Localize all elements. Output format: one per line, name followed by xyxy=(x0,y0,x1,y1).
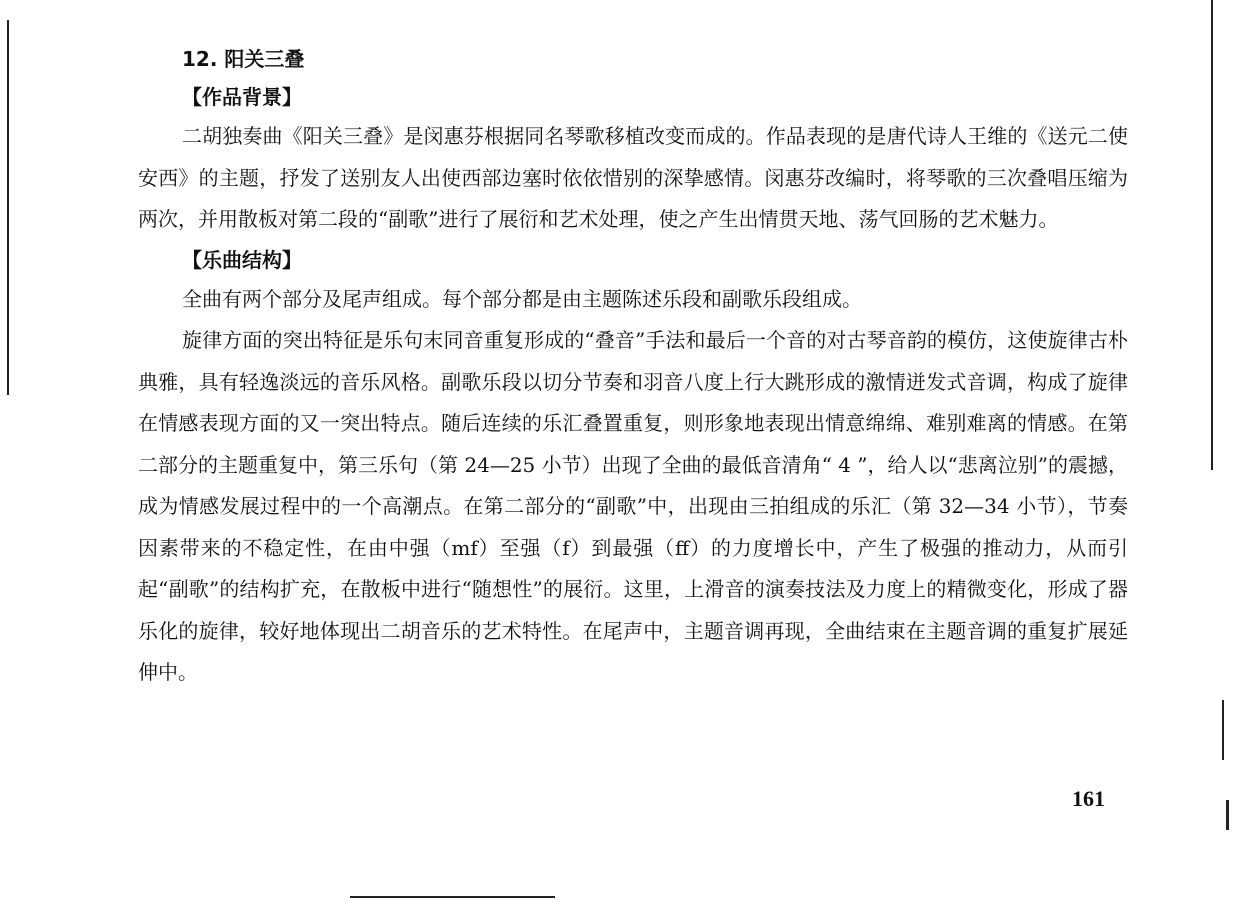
structure-paragraph-2: 旋律方面的突出特征是乐句末同音重复形成的“叠音”手法和最后一个音的对古琴音韵的模仿，这使旋律古朴典雅，具有轻逸淡远的音乐风格。副歌乐段以切分节奏和羽音八度上行大跳形成的激情迸发式音调，构成了旋律在情感表现方面的又一突出特点。随后连续的乐汇叠置重复，则形象地表现出情意绵绵、难别难离的情感。在第二部分的主题重复中，第三乐句（第 24—25 小节）出现了全曲的最低音清角“ 4 ”，给人以“悲离泣别”的震撼，成为情感发展过程中的一个高潮点。在第二部分的“副歌”中，出现由三拍组成的乐汇（第 32—34 小节），节奏因素带来的不稳定性，在由中强（mf）至强（f）到最强（ff）的力度增长中，产生了极强的推动力，从而引起“副歌”的结构扩充，在散板中进行“随想性”的展衍。这里，上滑音的演奏技法及力度上的精微变化，形成了器乐化的旋律，较好地体现出二胡音乐的艺术特性。在尾声中，主题音调再现，全曲结束在主题音调的重复扩展延伸中。 xyxy=(138,328,1128,684)
scan-edge-right-bottom xyxy=(1226,800,1229,830)
scan-edge-left xyxy=(7,20,9,395)
structure-label: 【乐曲结构】 xyxy=(182,247,302,272)
page-content xyxy=(138,40,1128,694)
scan-edge-right xyxy=(1211,0,1213,470)
scan-edge-right-lower xyxy=(1222,700,1224,760)
page-number: 161 xyxy=(1072,786,1105,811)
background-paragraph: 二胡独奏曲《阳关三叠》是闵惠芬根据同名琴歌移植改变而成的。作品表现的是唐代诗人王维的《送元二使安西》的主题，抒发了送别友人出使西部边塞时依依惜别的深挚感情。闵惠芬改编时，将琴歌的三次叠唱压缩为两次，并用散板对第二段的“副歌”进行了展衍和艺术处理，使之产生出情贯天地、荡气回肠的艺术魅力。 xyxy=(138,124,1128,231)
background-label: 【作品背景】 xyxy=(182,85,302,109)
structure-paragraph-1: 全曲有两个部分及尾声组成。每个部分都是由主题陈述乐段和副歌乐段组成。 xyxy=(182,286,862,311)
scan-bottom-line xyxy=(350,896,555,898)
section-title: 12. 阳关三叠 xyxy=(182,47,305,71)
